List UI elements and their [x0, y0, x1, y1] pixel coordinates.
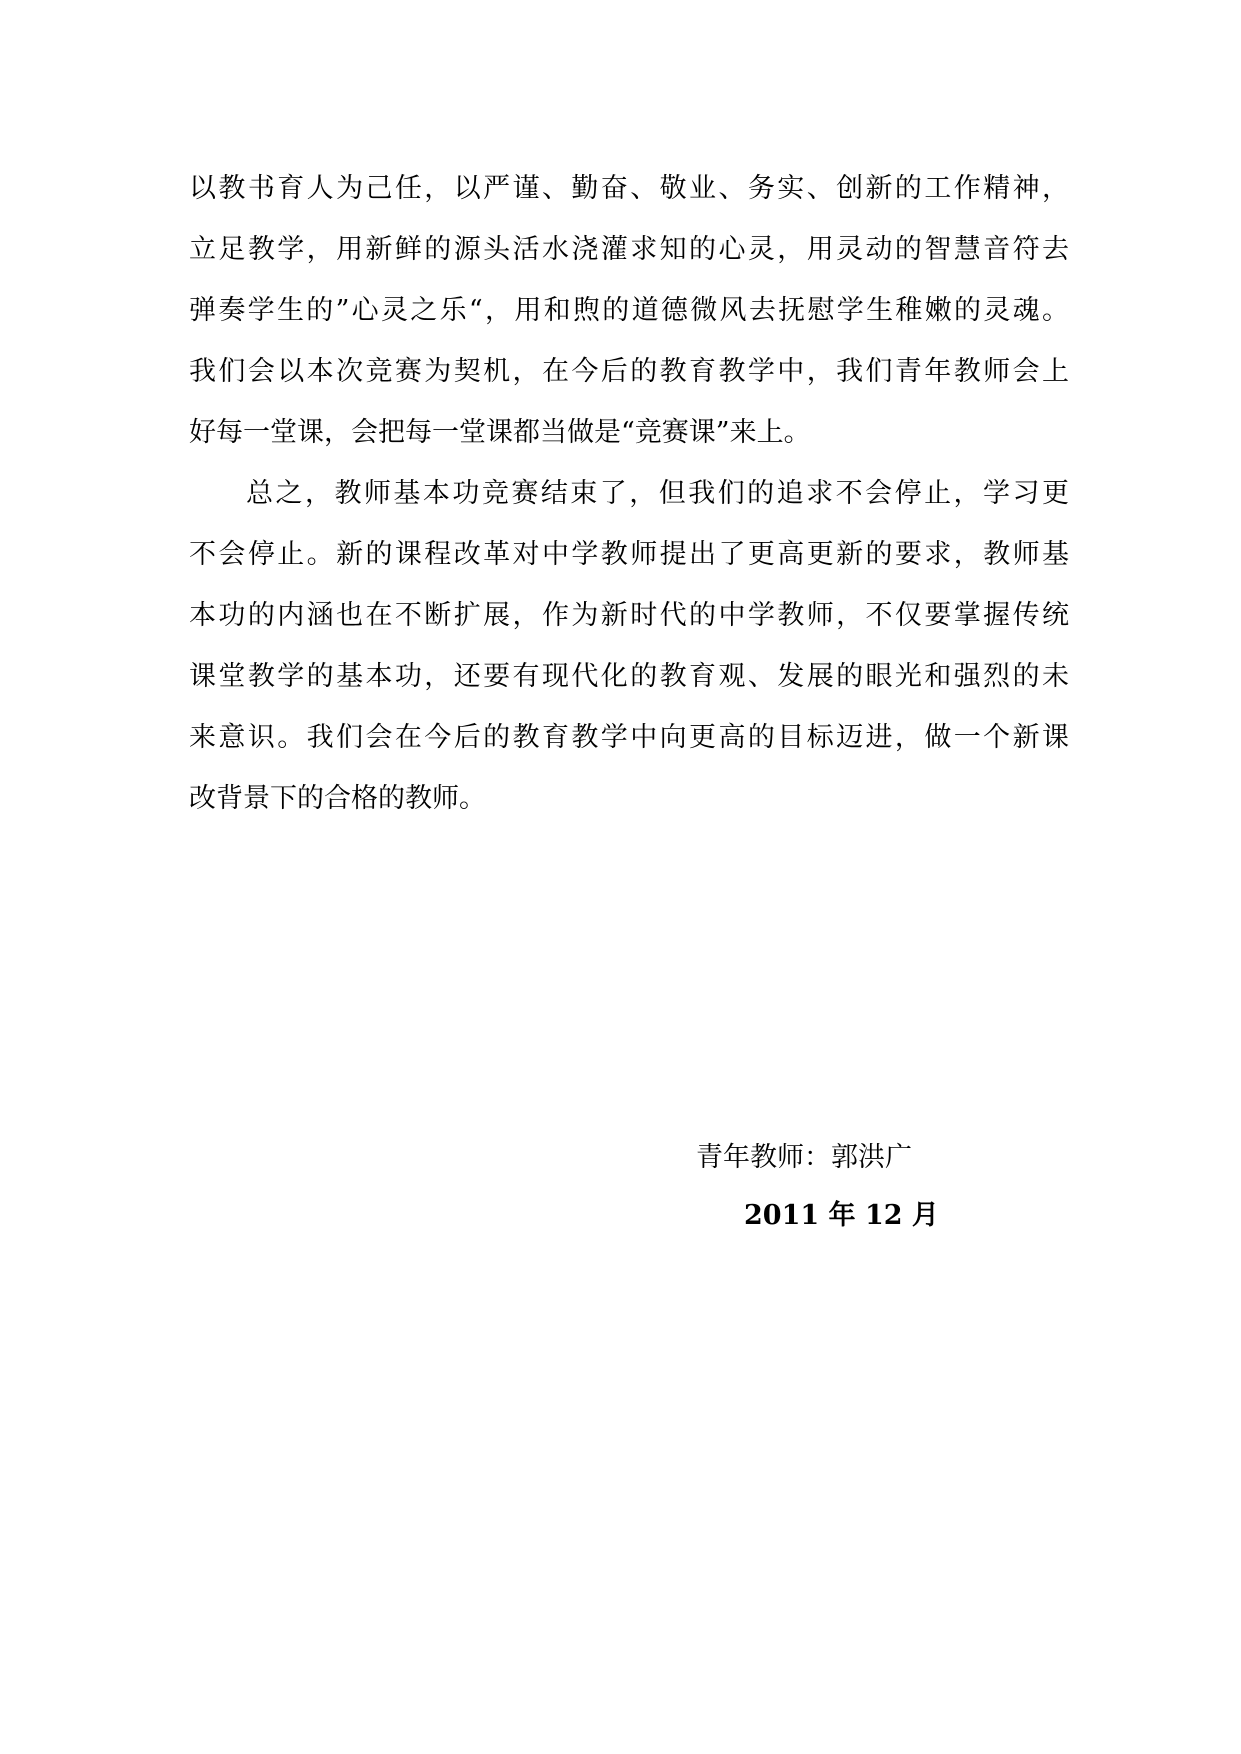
text-line: 弹奏学生的”心灵之乐“，用和煦的道德微风去抚慰学生稚嫩的灵魂。 — [189, 295, 1069, 326]
text-line: 改背景下的合格的教师。 — [189, 783, 486, 814]
text-line: 以教书育人为己任，以严谨、勤奋、敬业、务实、创新的工作精神， — [189, 173, 1069, 204]
text-line: 立足教学，用新鲜的源头活水浇灌求知的心灵，用灵动的智慧音符去 — [189, 234, 1069, 265]
text-line: 本功的内涵也在不断扩展，作为新时代的中学教师，不仅要掌握传统 — [189, 600, 1069, 631]
text-line: 我们会以本次竞赛为契机，在今后的教育教学中，我们青年教师会上 — [189, 356, 1069, 387]
document-body — [189, 158, 1069, 829]
text-line: 好每一堂课，会把每一堂课都当做是“竞赛课”来上。 — [189, 417, 811, 448]
text-line: 课堂教学的基本功，还要有现代化的教育观、发展的眼光和强烈的未 — [189, 661, 1069, 692]
signature-line: 青年教师：郭洪广 — [696, 1142, 912, 1173]
text-line: 总之，教师基本功竞赛结束了，但我们的追求不会停止，学习更 — [246, 478, 1069, 509]
text-line: 来意识。我们会在今后的教育教学中向更高的目标迈进，做一个新课 — [189, 722, 1069, 753]
text-line: 不会停止。新的课程改革对中学教师提出了更高更新的要求，教师基 — [189, 539, 1069, 570]
date-line: 2011 年 12 月 — [744, 1200, 939, 1231]
